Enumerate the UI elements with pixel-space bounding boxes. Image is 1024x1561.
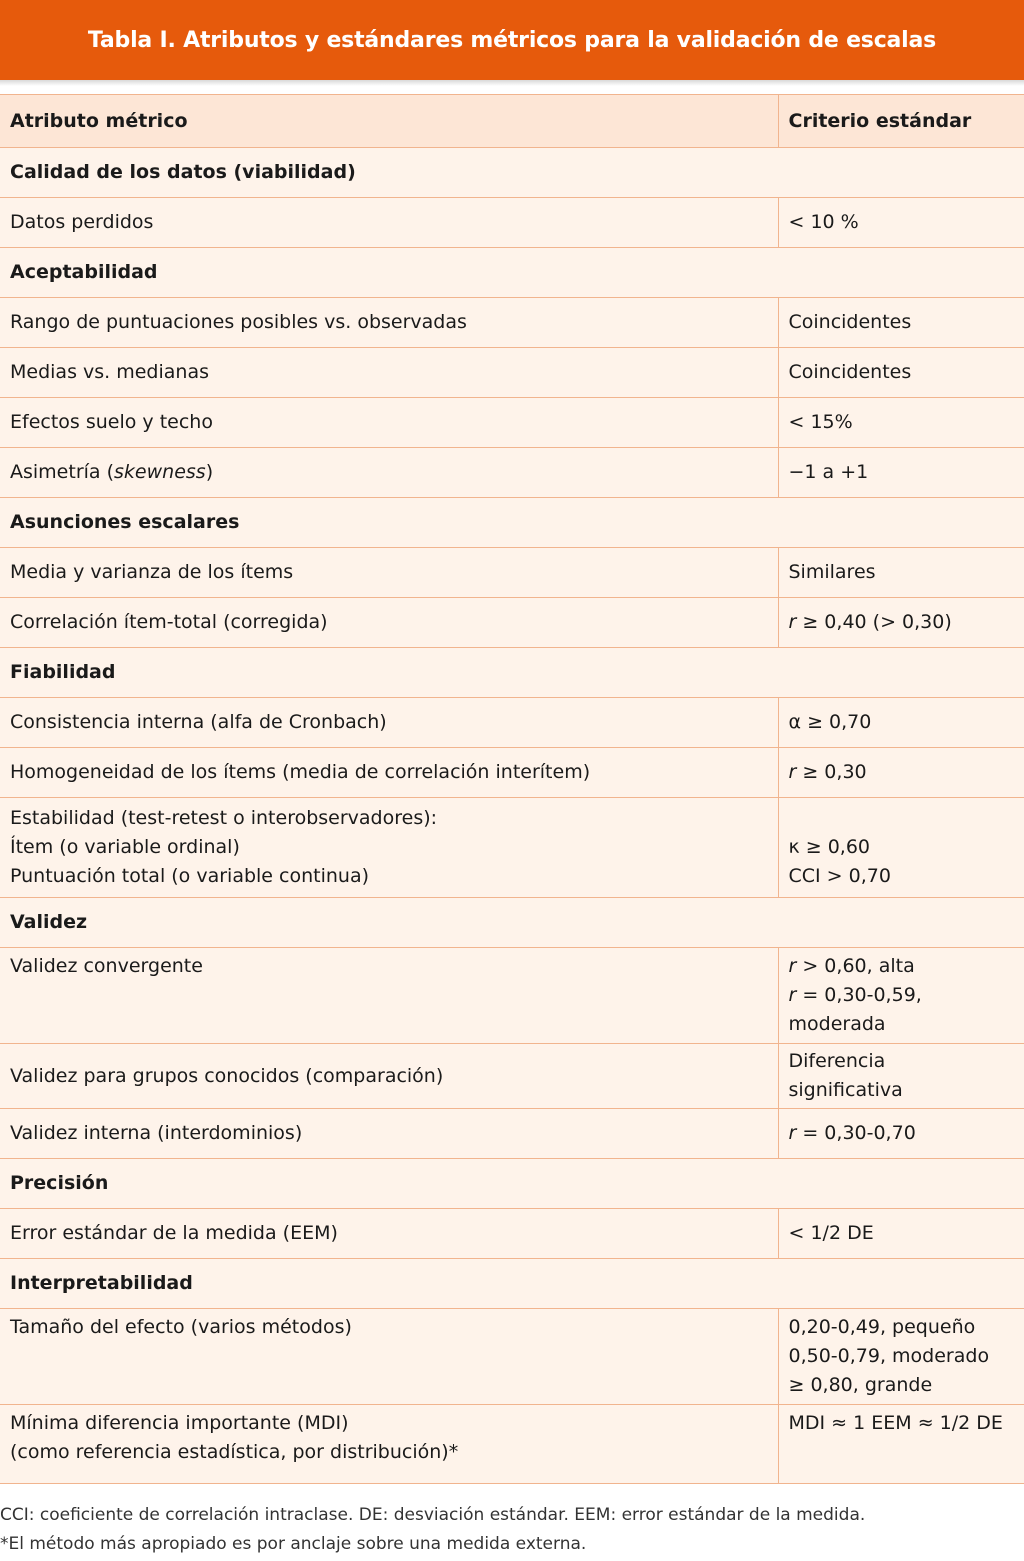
crit-cell <box>778 1109 1024 1159</box>
table-row <box>0 298 1024 348</box>
crit-text: ≥ 0,40 (> 0,30) <box>796 611 952 633</box>
attr-line: Puntuación total (o variable continua) <box>10 865 370 887</box>
table-title-text: Tabla I. Atributos y estándares métricos para la validación de escalas <box>87 27 937 53</box>
crit-line <box>789 952 1024 981</box>
attr-cell: Efectos suelo y techo <box>0 398 778 448</box>
attr-cell <box>0 1405 778 1484</box>
crit-line: 0,20-0,49, pequeño <box>788 1316 976 1338</box>
attr-cell: Datos perdidos <box>0 198 778 248</box>
section-row <box>0 898 1024 948</box>
crit-cell: Coincidentes <box>778 348 1024 398</box>
attr-cell: Validez convergente <box>0 948 778 1044</box>
attr-line: (como referencia estadística, por distribución)* <box>10 1441 459 1463</box>
section-title: Asunciones escalares <box>0 498 1024 548</box>
crit-italic: r <box>788 955 797 977</box>
footnote-method: *El método más apropiado es por anclaje sobre una medida externa. <box>0 1534 587 1554</box>
attr-cell: Correlación ítem-total (corregida) <box>0 598 778 648</box>
table-row <box>0 698 1024 748</box>
attr-cell <box>0 448 778 498</box>
attr-cell: Validez interna (interdominios) <box>0 1109 778 1159</box>
section-row <box>0 648 1024 698</box>
attr-line: Mínima diferencia importante (MDI) <box>10 1412 349 1434</box>
crit-cell <box>778 748 1024 798</box>
crit-text: = 0,30-0,59, <box>796 984 922 1006</box>
crit-line: CCI > 0,70 <box>788 865 891 887</box>
crit-cell <box>778 1044 1024 1109</box>
crit-italic: r <box>788 984 797 1006</box>
attr-text: Asimetría ( <box>10 461 115 483</box>
crit-italic: r <box>788 761 797 783</box>
crit-text: > 0,60, alta <box>796 955 915 977</box>
section-title: Validez <box>0 898 1024 948</box>
crit-cell: α ≥ 0,70 <box>778 698 1024 748</box>
section-row <box>0 1159 1024 1209</box>
metrics-table <box>0 94 1024 1484</box>
table-row <box>0 798 1024 898</box>
table-row <box>0 1044 1024 1109</box>
crit-line: significativa <box>788 1079 903 1101</box>
table-row <box>0 1109 1024 1159</box>
section-title: Aceptabilidad <box>0 248 1024 298</box>
attr-text: ) <box>205 461 214 483</box>
attr-cell: Rango de puntuaciones posibles vs. observadas <box>0 298 778 348</box>
attr-cell: Homogeneidad de los ítems (media de correlación interítem) <box>0 748 778 798</box>
crit-line: ≥ 0,80, grande <box>788 1374 933 1396</box>
table-row <box>0 598 1024 648</box>
table-title <box>0 0 1024 80</box>
table-row <box>0 1309 1024 1405</box>
table-row <box>0 348 1024 398</box>
crit-line: moderada <box>788 1013 886 1035</box>
attr-cell: Validez para grupos conocidos (comparación) <box>0 1044 778 1109</box>
header-atributo: Atributo métrico <box>0 95 778 148</box>
section-row <box>0 498 1024 548</box>
crit-line: 0,50-0,79, moderado <box>788 1345 990 1367</box>
section-title: Precisión <box>0 1159 1024 1209</box>
section-title: Calidad de los datos (viabilidad) <box>0 148 1024 198</box>
crit-cell <box>778 1309 1024 1405</box>
table-row <box>0 398 1024 448</box>
section-row <box>0 1259 1024 1309</box>
footnotes <box>0 1501 1024 1559</box>
crit-cell: < 10 % <box>778 198 1024 248</box>
table-row <box>0 548 1024 598</box>
attr-cell: Error estándar de la medida (EEM) <box>0 1209 778 1259</box>
crit-cell <box>778 948 1024 1044</box>
crit-line <box>789 981 1024 1010</box>
crit-cell: < 15% <box>778 398 1024 448</box>
attr-cell <box>0 798 778 898</box>
section-row <box>0 148 1024 198</box>
table-row <box>0 448 1024 498</box>
footnote-abbreviations: CCI: coeficiente de correlación intraclase. DE: desviación estándar. EEM: error estándar de la medida. <box>0 1505 866 1525</box>
crit-italic: r <box>788 1122 797 1144</box>
crit-cell: < 1/2 DE <box>778 1209 1024 1259</box>
crit-cell: MDI ≈ 1 EEM ≈ 1/2 DE <box>778 1405 1024 1484</box>
attr-italic: skewness <box>114 461 206 483</box>
attr-line: Estabilidad (test-retest o interobservadores): <box>10 807 438 829</box>
title-shadow <box>0 80 1024 86</box>
crit-line: Diferencia <box>788 1050 886 1072</box>
table-row <box>0 1405 1024 1484</box>
crit-cell <box>778 798 1024 898</box>
crit-cell: Similares <box>778 548 1024 598</box>
attr-line: Ítem (o variable ordinal) <box>10 836 240 858</box>
table-row <box>0 948 1024 1044</box>
crit-italic: r <box>788 611 797 633</box>
table-row <box>0 1209 1024 1259</box>
crit-cell: Coincidentes <box>778 298 1024 348</box>
crit-line: κ ≥ 0,60 <box>788 836 871 858</box>
crit-text: = 0,30-0,70 <box>796 1122 916 1144</box>
table-header-row <box>0 95 1024 148</box>
table-row <box>0 198 1024 248</box>
section-title: Fiabilidad <box>0 648 1024 698</box>
section-row <box>0 248 1024 298</box>
crit-text: ≥ 0,30 <box>796 761 867 783</box>
attr-cell: Tamaño del efecto (varios métodos) <box>0 1309 778 1405</box>
table-row <box>0 748 1024 798</box>
section-title: Interpretabilidad <box>0 1259 1024 1309</box>
attr-cell: Consistencia interna (alfa de Cronbach) <box>0 698 778 748</box>
header-criterio: Criterio estándar <box>778 95 1024 148</box>
attr-cell: Media y varianza de los ítems <box>0 548 778 598</box>
attr-cell: Medias vs. medianas <box>0 348 778 398</box>
crit-cell <box>778 598 1024 648</box>
crit-cell: −1 a +1 <box>778 448 1024 498</box>
